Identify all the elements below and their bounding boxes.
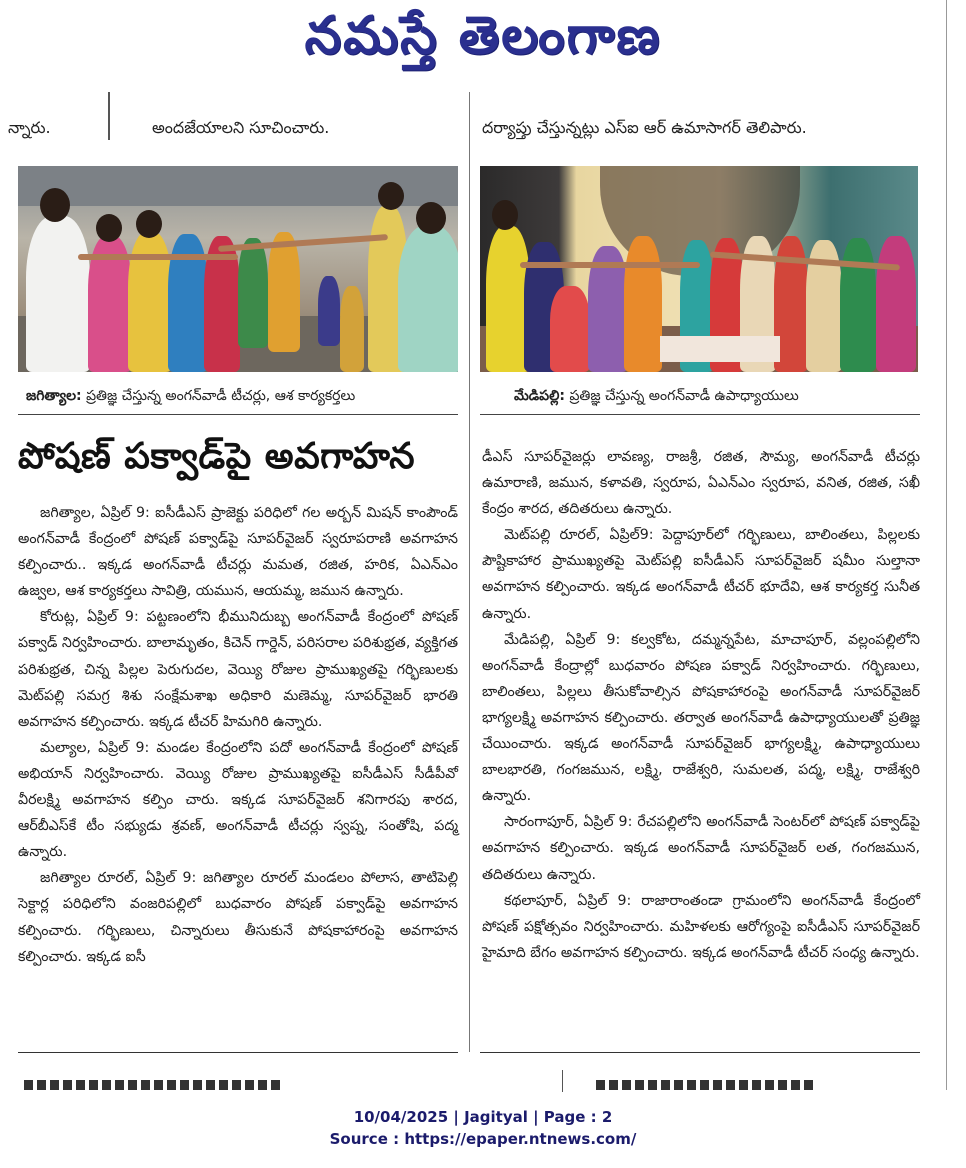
page-edge-rule — [946, 0, 947, 1090]
article-paragraph: జగిత్యాల, ఏప్రిల్ 9: ఐసీడీఎస్ ప్రాజెక్టు పరిధిలో గల అర్బన్ మిషన్ కాంపౌండ్ అంగన్‌వాడీ కేంద్రంలో పోషణ్ పక్వాడ్‌పై సూపర్‌వైజర్ స్వరూపరాణి అవగాహన కల్పించారు.. ఇక్కడ అంగన్‌వాడీ టీచర్లు మమత, రజిత, హరిక, ఏఎన్ఎం ఉజ్వల, ఆశ కార్యకర్తలు సావిత్రి, యమున, ఆయమ్మ, జమున ఉన్నారు. — [18, 505, 458, 600]
column-divider — [469, 92, 470, 1052]
caption-underline — [480, 414, 920, 415]
cut-headline-fragment — [24, 1080, 284, 1090]
article-body-right — [482, 444, 920, 966]
column-divider — [108, 92, 110, 140]
footer-source-line: Source : https://epaper.ntnews.com/ — [329, 1130, 637, 1148]
photo-pledge-jagityal — [18, 166, 458, 372]
cut-headline-fragment — [596, 1080, 816, 1090]
top-strip-right-text: దర్యాప్తు చేస్తున్నట్లు ఎస్ఐ ఆర్ ఉమాసాగర్ తెలిపారు. — [482, 118, 807, 137]
top-strip-middle-text: అందజేయాలని సూచించారు. — [152, 118, 330, 137]
article-paragraph: కోరుట్ల, ఏప్రిల్ 9: పట్టణంలోని భీమునిదుబ్బ అంగన్‌వాడీ కేంద్రంలో పోషణ్ పక్వాడ్ నిర్వహించారు. బాలామృతం, కిచెన్ గార్డెన్, పరిసరాల పరిశుభ్రత, వ్యక్తిగత పరిశుభ్రత, చిన్న పిల్లల పెరుగుదల, వెయ్యి రోజుల ప్రాముఖ్యతపై గర్భిణులకు మెట్‌పల్లి సమగ్ర శిశు సంక్షేమశాఖ అధికారి మణెమ్మ, సూపర్‌వైజర్ భారతి అవగాహన కల్పించారు. ఇక్కడ టీచర్ హిమగిరి ఉన్నారు. — [18, 609, 458, 730]
caption-text: ప్రతిజ్ఞ చేస్తున్న అంగన్‌వాడీ ఉపాధ్యాయులు — [565, 388, 799, 404]
article-paragraph: డీఎస్ సూపర్‌వైజర్లు లావణ్య, రాజశ్రీ, రజిత, సౌమ్య, అంగన్‌వాడీ టీచర్లు ఉమారాణి, జమున, కళావతి, స్వరూప, ఏఎన్ఎం స్వరూప, వనిత, రజిత, సఖీ కేంద్రం శారద, తదితరులు ఉన్నారు. — [482, 449, 920, 518]
section-divider — [480, 1052, 920, 1053]
photo-caption-right — [514, 386, 799, 406]
masthead — [0, 0, 966, 78]
article-paragraph: కథలాపూర్, ఏప్రిల్ 9: రాజారాంతండా గ్రామంలోని అంగన్‌వాడీ కేంద్రంలో పోషణ్ పక్షోత్సవం నిర్వహించారు. మహిళలకు ఆరోగ్యంపై ఐసీడీఎస్ సూపర్‌వైజర్ హైమాది బేగం అవగాహన కల్పించారు. ఇక్కడ అంగన్‌వాడీ టీచర్ సంధ్య ఉన్నారు. — [482, 892, 920, 961]
article-headline: పోషణ్ పక్వాడ్‌పై అవగాహన — [18, 436, 416, 477]
article-paragraph: మేడిపల్లి, ఏప్రిల్ 9: కల్వకోట, దమ్మన్నపేట, మాచాపూర్, వల్లంపల్లిలోని అంగన్‌వాడీ కేంద్రాల్లో బుధవారం పోషణ పక్వాడ్ నిర్వహించారు. గర్భిణులు, బాలింతలు, పిల్లలు తీసుకోవాల్సిన పోషకాహారంపై అంగన్‌వాడీ సూపర్‌వైజర్ భాగ్యలక్ష్మి అవగాహన కల్పించారు. తర్వాత అంగన్‌వాడీ ఉపాధ్యాయులతో ప్రతిజ్ఞ చేయించారు. ఇక్కడ అంగన్‌వాడీ సూపర్‌వైజర్ భాగ్యలక్ష్మి, ఉపాధ్యాయులు బాలభారతి, గంగజమున, లక్ష్మి, రాజేశ్వరి, సుమలత, పద్మ, లక్ష్మి, రాజేశ్వరి ఉన్నారు. — [482, 631, 920, 805]
article-paragraph: మల్యాల, ఏప్రిల్ 9: మండల కేంద్రంలోని పదో అంగన్‌వాడీ కేంద్రంలో పోషణ్ అభియాన్ నిర్వహించారు. వెయ్యి రోజుల ప్రాముఖ్యతపై ఐసీడీఎస్ సీడీపీవో వీరలక్ష్మి అవగాహన కల్పిం చారు. ఇక్కడ సూపర్‌వైజర్ శనిగారపు శారద, ఆర్‌బీఎస్‌కే టీం సభ్యుడు శ్రవణ్, అంగన్‌వాడీ టీచర్లు స్వప్న, సంతోషి, పద్మ ఉన్నారు. — [18, 739, 458, 861]
photo-pledge-medipalli — [480, 166, 918, 372]
caption-place: మేడిపల్లి: — [514, 388, 565, 404]
cut-text-left — [8, 92, 103, 102]
article-paragraph: మెట్‌పల్లి రూరల్, ఏప్రిల్9: పెద్దాపూర్‌లో గర్భిణులు, బాలింతలు, పిల్లలకు పౌష్టికాహార ప్రాముఖ్యతపై మెట్‌పల్లి ఐసీడీఎస్ సూపర్‌వైజర్ షమీం సుల్తానా అవగాహన కల్పించారు. ఇక్కడ అంగన్‌వాడీ టీచర్ భూదేవి, ఆశ కార్యకర్త సునీత ఉన్నారు. — [482, 527, 920, 622]
newspaper-title: నమస్తే తెలంగాణ — [304, 6, 662, 66]
caption-text: ప్రతిజ్ఞ చేస్తున్న అంగన్‌వాడీ టీచర్లు, ఆశ కార్యకర్తలు — [81, 388, 356, 404]
footer-date-line: 10/04/2025 | Jagityal | Page : 2 — [353, 1108, 613, 1126]
article-paragraph: సారంగాపూర్, ఏప్రిల్ 9: రేచపల్లిలోని అంగన్‌వాడీ సెంటర్‌లో పోషణ్ పక్వాడ్‌పై అవగాహన కల్పించారు. ఇక్కడ అంగన్‌వాడీ సూపర్‌వైజర్ లత, గంగజమున, తదితరులు ఉన్నారు. — [482, 814, 920, 883]
section-divider — [18, 1052, 458, 1053]
article-paragraph: జగిత్యాల రూరల్, ఏప్రిల్ 9: జగిత్యాల రూరల్ మండలం పోలాస, తాటిపెల్లి సెక్టార్ల పరిధిలోని వంజరిపల్లిలో బుధవారం పోషణ్ పక్వాడ్‌పై అవగాహన కల్పించారు. గర్భిణులు, చిన్నారులు తీసుకునే పోషకాహారంపై అవగాహన కల్పించారు. ఇక్కడ ఐసీ — [18, 870, 458, 965]
photo-caption-left — [26, 386, 355, 406]
caption-underline — [18, 414, 458, 415]
top-strip-left-text: న్నారు. — [8, 118, 51, 137]
caption-place: జగిత్యాల: — [26, 388, 82, 404]
column-divider — [562, 1070, 563, 1092]
article-body-left — [18, 500, 458, 970]
